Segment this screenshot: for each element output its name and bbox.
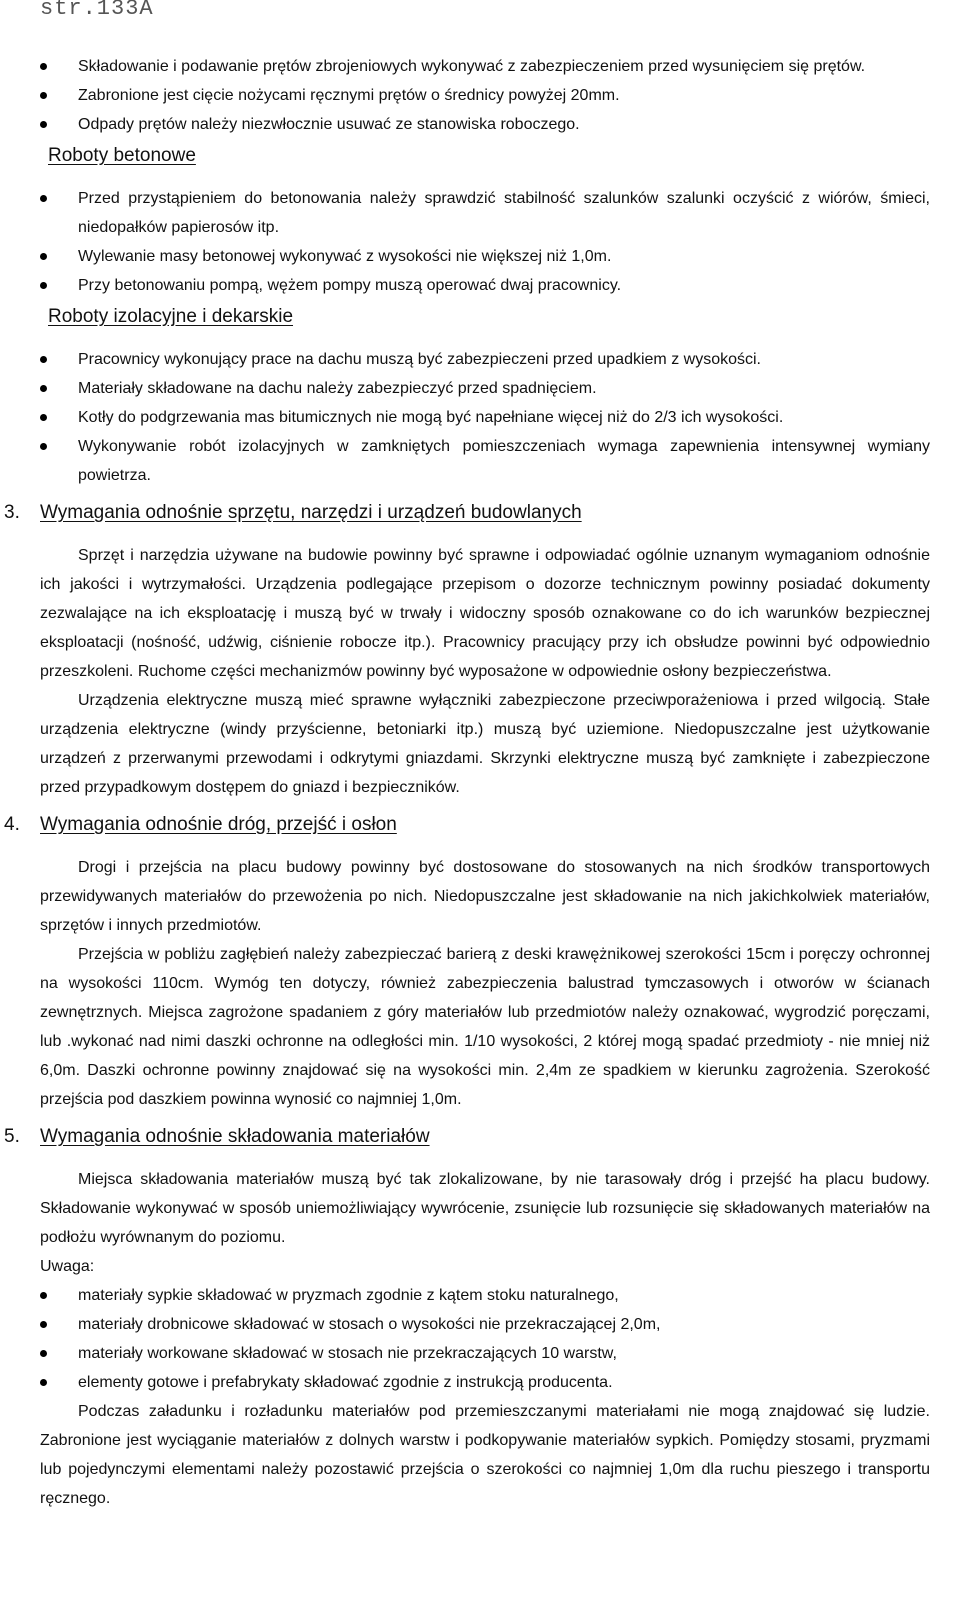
list-item: Przed przystąpieniem do betonowania należy sprawdzić stabilność szalunków szalunki oczyścić z wiórów, śmieci, niedopałków papierosów itp. bbox=[40, 184, 930, 242]
paragraph: Przejścia w pobliżu zagłębień należy zabezpieczać barierą z deski krawężnikowej szerokości 15cm i poręczy ochronnej na wysokości 110cm. Wymóg ten dotyczy, również zabezpieczenia balustrad tymczasowych i otworów w ścianach zewnętrznych. Miejsca zagrożone spadaniem z góry materiałów lub przedmiotów należy oznakować, wygrodzić poręczami, lub .wykonać nad nimi daszki ochronne na odległości min. 1/10 wysokości, 2 której mogą spadać przedmioty - nie mniej niż 6,0m. Daszki ochronne powinny znajdować się na wysokości min. 2,4m ze spadkiem w kierunku zagrożenia. Szerokość przejścia pod daszkiem powinna wynosić co najmniej 1,0m. bbox=[40, 946, 930, 1108]
list-item: Materiały składowane na dachu należy zabezpieczyć przed spadnięciem. bbox=[40, 374, 930, 403]
list-item: materiały drobnicowe składować w stosach o wysokości nie przekraczającej 2,0m, bbox=[40, 1310, 930, 1339]
roofing-works-heading: Roboty izolacyjne i dekarskie bbox=[48, 306, 294, 327]
note-label: Uwaga: bbox=[40, 1258, 95, 1275]
list-item: elementy gotowe i prefabrykaty składować zgodnie z instrukcją producenta. bbox=[40, 1368, 930, 1397]
list-item: Składowanie i podawanie prętów zbrojeniowych wykonywać z zabezpieczeniem przed wysunięciem się prętów. bbox=[40, 52, 930, 81]
concrete-bullet-list bbox=[40, 184, 930, 300]
paragraph: Drogi i przejścia na placu budowy powinny być dostosowane do stosowanych na nich środków transportowych przewidywanych materiałów do przewożenia po nich. Niedopuszczalne jest składowanie na nich jakichkolwiek materiałów, sprzętów i innych przedmiotów. bbox=[40, 859, 930, 934]
section-5-heading: 5. Wymagania odnośnie składowania materiałów bbox=[40, 1122, 930, 1152]
concrete-works-heading: Roboty betonowe bbox=[48, 145, 196, 166]
section-3-heading: 3. Wymagania odnośnie sprzętu, narzędzi i urządzeń budowlanych bbox=[40, 498, 930, 528]
page-identifier: str.133A bbox=[40, 0, 154, 21]
paragraph: Sprzęt i narzędzia używane na budowie powinny być sprawne i odpowiadać ogólnie uznanym wymaganiom odnośnie ich jakości i wytrzymałości. Urządzenia podlegające przepisom o dozorze technicznym powinny posiadać dokumenty zezwalające na ich eksploatację i muszą być w trwały i widoczny sposób oznakowane co do ich warunków bezpiecznej eksploatacji (nośność, udźwig, ciśnienie robocze itp.). Pracownicy pracujący przy ich obsłudze powinni być odpowiednio przeszkoleni. Ruchome części mechanizmów powinny być wyposażone w odpowiednie osłony bezpieczeństwa. bbox=[40, 547, 930, 680]
document-body bbox=[4, 52, 930, 1513]
list-item: Wykonywanie robót izolacyjnych w zamkniętych pomieszczeniach wymaga zapewnienia intensywnej wymiany powietrza. bbox=[40, 432, 930, 490]
section-title: Wymagania odnośnie dróg, przejść i osłon bbox=[40, 814, 397, 835]
list-item: Pracownicy wykonujący prace na dachu muszą być zabezpieczeni przed upadkiem z wysokości. bbox=[40, 345, 930, 374]
list-item: Przy betonowaniu pompą, wężem pompy muszą operować dwaj pracownicy. bbox=[40, 271, 930, 300]
storage-bullet-list bbox=[40, 1281, 930, 1397]
list-item: Odpady prętów należy niezwłocznie usuwać ze stanowiska roboczego. bbox=[40, 110, 930, 139]
section-title: Wymagania odnośnie składowania materiałów bbox=[40, 1126, 430, 1147]
section-4-heading: 4. Wymagania odnośnie dróg, przejść i osłon bbox=[40, 810, 930, 840]
paragraph: Miejsca składowania materiałów muszą być tak zlokalizowane, by nie tarasowały dróg i przejść ha placu budowy. Składowanie wykonywać w sposób uniemożliwiający wywrócenie, zsunięcie lub rozsunięcie się składowanych materiałów na podłożu wyrównanym do poziomu. bbox=[40, 1171, 930, 1246]
intro-bullet-list bbox=[40, 52, 930, 139]
list-item: materiały sypkie składować w pryzmach zgodnie z kątem stoku naturalnego, bbox=[40, 1281, 930, 1310]
section-title: Wymagania odnośnie sprzętu, narzędzi i urządzeń budowlanych bbox=[40, 502, 582, 523]
list-item: Wylewanie masy betonowej wykonywać z wysokości nie większej niż 1,0m. bbox=[40, 242, 930, 271]
list-item: materiały workowane składować w stosach nie przekraczających 10 warstw, bbox=[40, 1339, 930, 1368]
list-item: Zabronione jest cięcie nożycami ręcznymi prętów o średnicy powyżej 20mm. bbox=[40, 81, 930, 110]
list-item: Kotły do podgrzewania mas bitumicznych nie mogą być napełniane więcej niż do 2/3 ich wysokości. bbox=[40, 403, 930, 432]
paragraph: Urządzenia elektryczne muszą mieć sprawne wyłączniki zabezpieczone przeciwporażeniowa i przed wilgocią. Stałe urządzenia elektryczne (windy przyścienne, betoniarki itp.) muszą być uziemione. Niedopuszczalne jest użytkowanie urządzeń z przerwanymi przewodami i odkrytymi gniazdami. Skrzynki elektryczne muszą być zamknięte i zabezpieczone przed przypadkowym dostępem do gniazd i bezpieczników. bbox=[40, 692, 930, 796]
roofing-bullet-list bbox=[40, 345, 930, 490]
paragraph: Podczas załadunku i rozładunku materiałów pod przemieszczanymi materiałami nie mogą znajdować się ludzie. Zabronione jest wyciąganie materiałów z dolnych warstw i podkopywanie materiałów sypkich. Pomiędzy stosami, pryzmami lub pojedynczymi elementami należy pozostawić przejścia o szerokości co najmniej 1,0m dla ruchu pieszego i transportu ręcznego. bbox=[40, 1403, 930, 1507]
